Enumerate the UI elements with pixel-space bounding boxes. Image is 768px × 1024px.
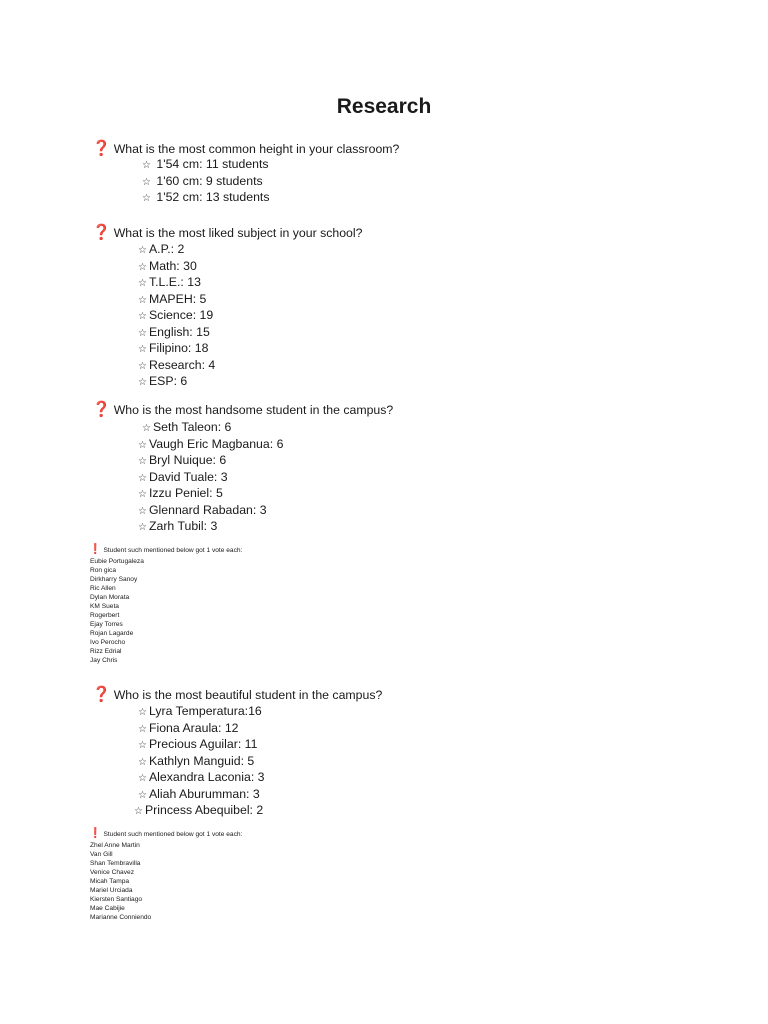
list-item: Rizz Edrial xyxy=(90,648,122,655)
vote-note: ❗ Student such mentioned below got 1 vote each: xyxy=(89,828,243,839)
list-item: Ron gica xyxy=(90,567,117,574)
star-icon: ☆ xyxy=(138,756,147,768)
star-icon: ☆ xyxy=(138,522,147,533)
one-vote-list-beautiful xyxy=(90,841,151,922)
answer-item: ☆ Aliah Aburumman: 3 xyxy=(138,786,260,801)
star-icon: ☆ xyxy=(138,311,147,322)
answer-item: ☆ Precious Aguilar: 11 xyxy=(138,737,258,751)
answer-list-height xyxy=(142,157,269,207)
answer-item: ☆ A.P.: 2 xyxy=(138,242,185,256)
question-beautiful xyxy=(92,686,382,703)
star-icon: ☆ xyxy=(134,806,143,817)
answer-item: ☆ 1'60 cm: 9 students xyxy=(142,173,263,188)
star-icon: ☆ xyxy=(138,294,147,306)
star-icon: ☆ xyxy=(138,261,147,273)
star-icon: ☆ xyxy=(138,789,147,801)
answer-item: ☆ T.L.E.: 13 xyxy=(138,275,201,289)
question-text: What is the most common height in your classroom? xyxy=(113,142,400,156)
list-item: Venice Chavez xyxy=(90,869,134,876)
answer-item: ☆ Math: 30 xyxy=(138,258,197,273)
star-icon: ☆ xyxy=(142,176,151,188)
star-icon: ☆ xyxy=(142,193,151,204)
answer-item: ☆ ESP: 6 xyxy=(138,374,188,388)
list-item: Kiersten Santiago xyxy=(90,896,143,903)
answer-item: ☆ Izzu Peniel: 5 xyxy=(138,486,223,500)
list-item: Rojan Lagarde xyxy=(90,630,134,637)
star-icon: ☆ xyxy=(138,327,147,339)
star-icon: ☆ xyxy=(138,740,147,751)
answer-item: ☆ Vaugh Eric Magbanua: 6 xyxy=(138,436,284,451)
one-vote-list-handsome xyxy=(90,557,144,665)
question-text: What is the most liked subject in your school? xyxy=(113,226,363,240)
answer-item: ☆ Research: 4 xyxy=(138,357,216,372)
list-item: Mariel Urciada xyxy=(90,887,133,894)
list-item: Van Gill xyxy=(90,851,113,858)
star-icon: ☆ xyxy=(138,439,147,451)
star-icon: ☆ xyxy=(142,423,151,434)
star-icon: ☆ xyxy=(138,245,147,256)
answer-item: ☆ Princess Abequibel: 2 xyxy=(134,803,264,817)
list-item: Marianne Conniendo xyxy=(90,914,152,921)
list-item: Zhel Anne Martin xyxy=(90,842,140,849)
question-handsome xyxy=(92,401,393,418)
answer-item: ☆ Bryl Nuique: 6 xyxy=(138,453,227,467)
question-text: Who is the most handsome student in the campus? xyxy=(113,403,394,417)
list-item: Dirkharry Sanoy xyxy=(90,576,138,583)
list-item: Mae Cabijie xyxy=(90,905,125,912)
vote-note: ❗ Student such mentioned below got 1 vote each: xyxy=(89,544,243,555)
star-icon: ☆ xyxy=(138,360,147,372)
star-icon: ☆ xyxy=(138,773,147,784)
list-item: Micah Tampa xyxy=(90,878,130,885)
question-text: Who is the most beautiful student in the campus? xyxy=(113,688,383,702)
list-item: Dylan Morata xyxy=(90,594,130,601)
answer-item: ☆ 1'52 cm: 13 students xyxy=(142,190,270,204)
exclamation-icon: ❗ xyxy=(89,544,102,555)
answer-item: ☆ Science: 19 xyxy=(138,308,214,322)
list-item: Ric Allen xyxy=(90,585,116,592)
answer-item: ☆ MAPEH: 5 xyxy=(138,291,207,306)
star-icon: ☆ xyxy=(138,489,147,500)
question-mark-icon: ❓ xyxy=(92,685,111,703)
star-icon: ☆ xyxy=(142,160,151,171)
list-item: Rogerbert xyxy=(90,612,120,619)
list-item: Jay Chris xyxy=(90,657,118,664)
answer-item: ☆ Alexandra Laconia: 3 xyxy=(138,770,265,784)
star-icon: ☆ xyxy=(138,472,147,484)
question-subject xyxy=(92,224,362,241)
star-icon: ☆ xyxy=(138,344,147,355)
page-title: Research xyxy=(336,95,432,118)
answer-list-beautiful xyxy=(134,704,265,820)
question-mark-icon: ❓ xyxy=(92,400,111,418)
star-icon: ☆ xyxy=(138,456,147,467)
question-mark-icon: ❓ xyxy=(92,223,111,241)
star-icon: ☆ xyxy=(138,505,147,517)
answer-item: ☆ English: 15 xyxy=(138,324,210,339)
answer-item: ☆ 1'54 cm: 11 students xyxy=(142,157,269,171)
answer-item: ☆ Fiona Araula: 12 xyxy=(138,720,239,735)
star-icon: ☆ xyxy=(138,377,147,388)
question-height xyxy=(92,140,399,157)
answer-list-subject xyxy=(138,242,215,391)
answer-item: ☆ Zarh Tubil: 3 xyxy=(138,519,218,533)
star-icon: ☆ xyxy=(138,723,147,735)
list-item: Ejay Torres xyxy=(90,621,123,628)
answer-list-handsome xyxy=(138,420,283,536)
answer-item: ☆ Lyra Temperatura:16 xyxy=(138,704,262,718)
list-item: Shan Tembravilla xyxy=(90,860,141,867)
answer-item: ☆ David Tuale: 3 xyxy=(138,469,228,484)
answer-item: ☆ Filipino: 18 xyxy=(138,341,209,355)
list-item: Ivo Perocho xyxy=(90,639,126,646)
star-icon: ☆ xyxy=(138,278,147,289)
list-item: Eubie Portugaleza xyxy=(90,558,144,565)
answer-item: ☆ Glennard Rabadan: 3 xyxy=(138,502,267,517)
star-icon: ☆ xyxy=(138,707,147,718)
answer-item: ☆ Kathlyn Manguid: 5 xyxy=(138,753,255,768)
exclamation-icon: ❗ xyxy=(89,828,102,839)
list-item: KM Sueta xyxy=(90,603,119,610)
answer-item: ☆ Seth Taleon: 6 xyxy=(142,420,232,434)
question-mark-icon: ❓ xyxy=(92,139,111,157)
